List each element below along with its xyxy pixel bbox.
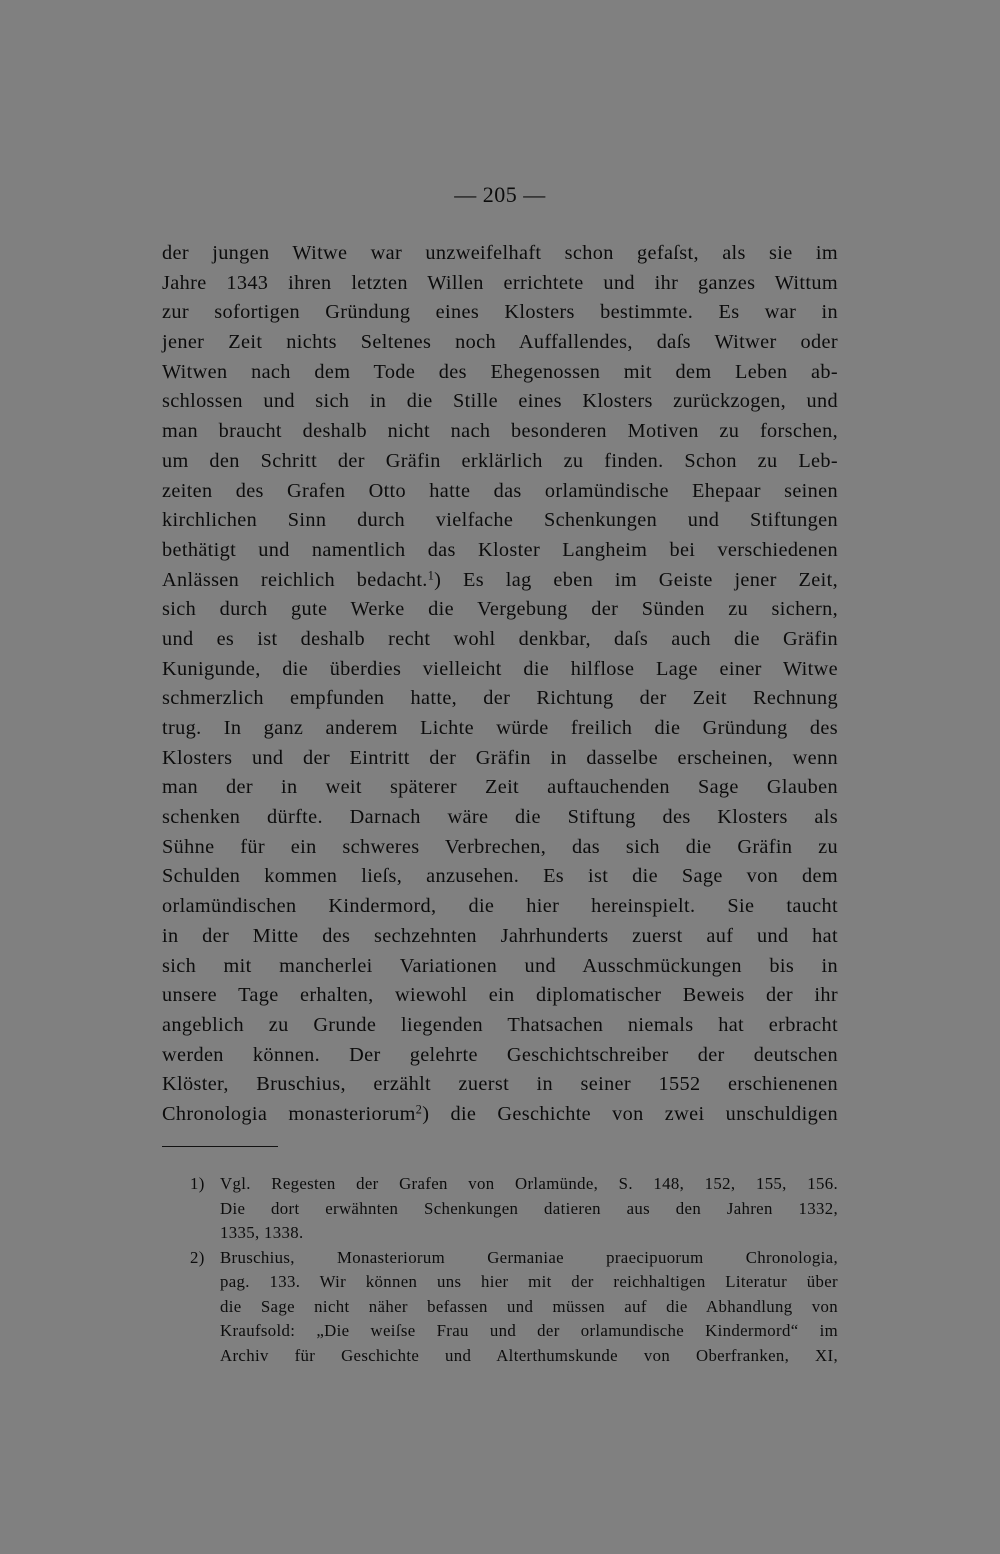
footnotes xyxy=(162,1172,838,1368)
footnote-marker: 1) xyxy=(190,1174,205,1193)
footnote-line: die Sage nicht näher befassen und müssen auf die Abhandlung von xyxy=(220,1296,838,1316)
footnote-ref-1[interactable]: 1 xyxy=(427,567,435,582)
page-number: — 205 — xyxy=(454,182,546,207)
text-line: schlossen und sich in die Stille eines Klosters zurückzogen, und xyxy=(162,390,838,413)
footnote-line: Die dort erwähnten Schenkungen datieren aus den Jahren 1332, xyxy=(220,1198,838,1218)
text-line xyxy=(162,566,838,596)
footnote-1 xyxy=(162,1172,838,1197)
footnote-2 xyxy=(162,1246,838,1271)
text-line: Schulden kommen lieſs, anzusehen. Es ist die Sage von dem xyxy=(162,865,838,888)
text-line: Sühne für ein schweres Verbrechen, das sich die Gräfin zu xyxy=(162,835,838,858)
text-line: trug. In ganz anderem Lichte würde freilich die Gründung des xyxy=(162,717,838,739)
text-line: schmerzlich empfunden hatte, der Richtung der Zeit Rechnung xyxy=(162,687,838,710)
text-line: in der Mitte des sechzehnten Jahrhunderts zuerst auf und hat xyxy=(162,924,838,947)
footnote-line: Kraufsold: „Die weiſse Frau und der orlamundische Kindermord“ im xyxy=(220,1321,838,1340)
text-line: angeblich zu Grunde liegenden Thatsachen niemals hat erbracht xyxy=(162,1013,838,1036)
text-line: Kunigunde, die überdies vielleicht die hilflose Lage einer Witwe xyxy=(162,657,838,680)
text-line: werden können. Der gelehrte Geschichtschreiber der deutschen xyxy=(162,1043,838,1066)
text-line: schenken dürfte. Darnach wäre die Stiftung des Klosters als xyxy=(162,806,838,829)
text-segment: Anlässen reichlich bedacht. xyxy=(162,568,428,591)
footnote-marker: 2) xyxy=(190,1247,205,1267)
text-line: Klosters und der Eintritt der Gräfin in dasselbe erscheinen, wenn xyxy=(162,746,838,769)
text-line: kirchlichen Sinn durch vielfache Schenkungen und Stiftungen xyxy=(162,509,838,532)
text-line: und es ist deshalb recht wohl denkbar, daſs auch die Gräfin xyxy=(162,627,838,650)
footnote-ref-2[interactable]: 2 xyxy=(415,1102,423,1117)
text-line: man braucht deshalb nicht nach besonderen Motiven zu forschen, xyxy=(162,420,838,443)
text-line: jener Zeit nichts Seltenes noch Auffallendes, daſs Witwer oder xyxy=(162,331,838,354)
footnote-text: Bruschius, Monasteriorum Germaniae praecipuorum Chronologia, xyxy=(220,1247,838,1267)
footnote-divider xyxy=(162,1146,278,1147)
text-line: zeiten des Grafen Otto hatte das orlamündische Ehepaar seinen xyxy=(162,479,838,502)
text-line: orlamündischen Kindermord, die hier hereinspielt. Sie taucht xyxy=(162,895,838,918)
text-line: Klöster, Bruschius, erzählt zuerst in seiner 1552 erschienenen xyxy=(162,1073,838,1096)
text-line: Jahre 1343 ihren letzten Willen errichtete und ihr ganzes Wittum xyxy=(162,271,838,294)
footnote-text: Vgl. Regesten der Grafen von Orlamünde, S. 148, 152, 155, 156. xyxy=(220,1174,838,1193)
text-segment: Chronologia monasteriorum xyxy=(162,1102,416,1125)
text-line: um den Schritt der Gräfin erklärlich zu finden. Schon zu Leb- xyxy=(162,449,838,472)
text-line: zur sofortigen Gründung eines Klosters bestimmte. Es war in xyxy=(162,301,838,324)
text-line: man der in weit späterer Zeit auftauchenden Sage Glauben xyxy=(162,776,838,799)
text-line: Witwen nach dem Tode des Ehegenossen mit dem Leben ab- xyxy=(162,360,838,383)
text-segment: die Geschichte von zwei unschuldigen xyxy=(450,1102,838,1125)
text-line: sich durch gute Werke die Vergebung der Sünden zu sichern, xyxy=(162,598,838,621)
text-line: unsere Tage erhalten, wiewohl ein diplomatischer Beweis der ihr xyxy=(162,984,838,1007)
text-line: der jungen Witwe war unzweifelhaft schon gefaſst, als sie im xyxy=(162,242,838,264)
text-line: bethätigt und namentlich das Kloster Langheim bei verschiedenen xyxy=(162,538,838,561)
footnote-line: Archiv für Geschichte und Alterthumskunde von Oberfranken, XI, xyxy=(220,1345,838,1365)
text-line: sich mit mancherlei Variationen und Ausschmückungen bis in xyxy=(162,954,838,977)
footnote-line: pag. 133. Wir können uns hier mit der reichhaltigen Literatur über xyxy=(220,1272,838,1291)
text-segment: ) Es lag eben im Geiste jener Zeit, xyxy=(434,568,838,591)
text-segment: ) xyxy=(422,1102,451,1125)
text-line xyxy=(162,1100,838,1130)
footnote-line: 1335, 1338. xyxy=(220,1223,304,1242)
body-text xyxy=(162,239,838,1130)
